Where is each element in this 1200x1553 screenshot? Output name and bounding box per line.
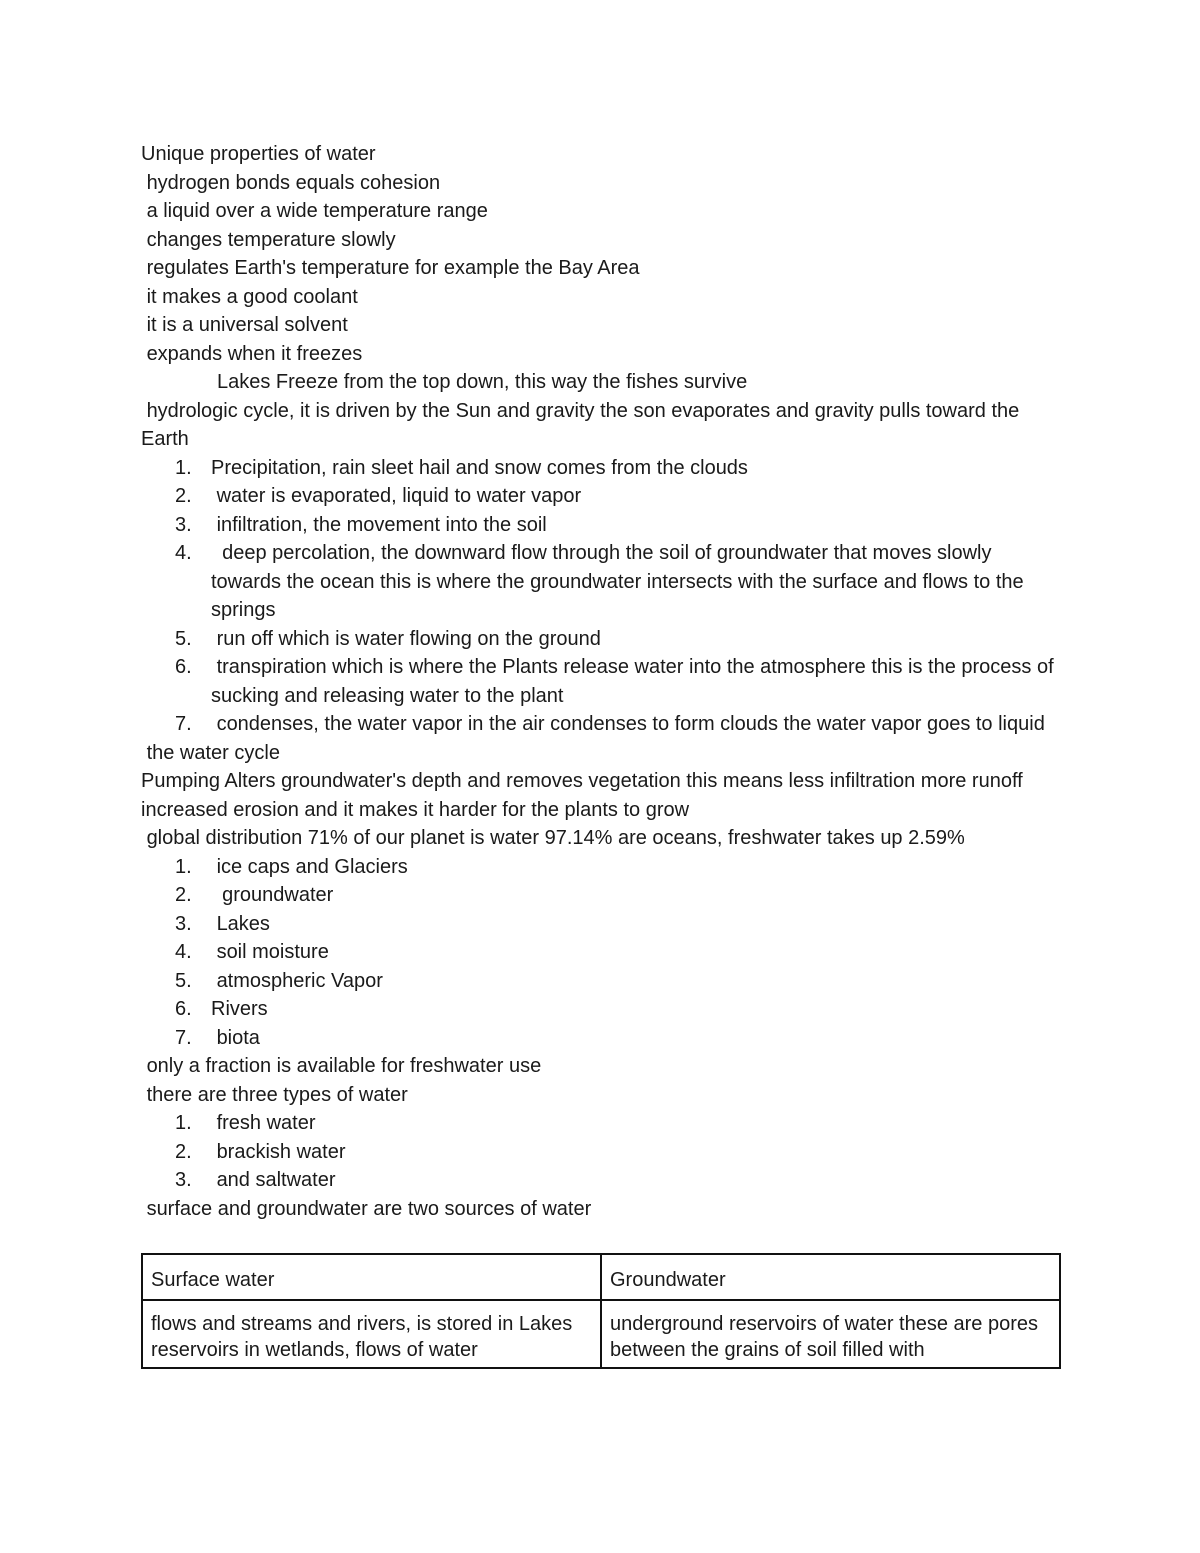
list-item-text: deep percolation, the downward flow through the soil of groundwater that moves slowly towards the ocean this is where the groundwater intersects with the surface and flows to the springs — [211, 542, 1030, 621]
list-item — [141, 910, 1061, 939]
list-number: 1. — [175, 1112, 192, 1134]
table-cell — [142, 1300, 601, 1368]
property-line: it is a universal solvent — [141, 314, 348, 336]
cycle-steps-list — [141, 454, 1061, 739]
list-item-text: ice caps and Glaciers — [211, 855, 408, 878]
list-item-text: Rivers — [211, 998, 268, 1020]
property-line: expands when it freezes — [141, 342, 363, 365]
fraction-line: only a fraction is available for freshwater use — [141, 1055, 542, 1077]
list-item — [141, 454, 1061, 483]
list-number: 1. — [175, 456, 192, 479]
list-number: 3. — [175, 912, 192, 935]
list-item — [141, 653, 1061, 710]
list-number: 7. — [175, 1026, 192, 1049]
list-item — [141, 1138, 1061, 1167]
table-row — [142, 1300, 1060, 1368]
list-item — [141, 710, 1061, 739]
list-item-text: and saltwater — [211, 1169, 336, 1191]
property-line: it makes a good coolant — [141, 285, 358, 308]
list-item-text: infiltration, the movement into the soil — [211, 513, 547, 536]
list-item-text: transpiration which is where the Plants release water into the atmosphere this is the process of sucking and releasing water to the plant — [211, 656, 1060, 707]
list-item-text: soil moisture — [211, 941, 329, 963]
list-number: 4. — [175, 941, 192, 963]
pumping-paragraph: Pumping Alters groundwater's depth and removes vegetation this means less infiltration more runoff increased erosion and it makes it harder for the plants to grow — [141, 770, 1029, 821]
list-item — [141, 881, 1061, 910]
list-item-text: groundwater — [211, 884, 334, 906]
list-item-text: water is evaporated, liquid to water vapor — [211, 485, 582, 507]
list-item-text: Lakes — [211, 912, 270, 935]
global-distribution-line: global distribution 71% of our planet is water 97.14% are oceans, freshwater takes up 2.59% — [141, 827, 965, 849]
list-number: 6. — [175, 656, 192, 678]
list-item-text: condenses, the water vapor in the air condenses to form clouds the water vapor goes to liquid — [211, 713, 1045, 735]
list-item — [141, 511, 1061, 540]
table-cell — [601, 1300, 1060, 1368]
list-number: 3. — [175, 1169, 192, 1191]
list-item — [141, 1109, 1061, 1138]
table-header-cell: Surface water — [142, 1254, 601, 1300]
list-item-text: biota — [211, 1026, 260, 1049]
list-item — [141, 853, 1061, 882]
list-item — [141, 482, 1061, 511]
list-number: 3. — [175, 513, 192, 536]
doc-title: Unique properties of water — [141, 143, 376, 165]
table-cell-text: flows and streams and rivers, is stored in Lakes reservoirs in wetlands, flows of water — [151, 1313, 573, 1361]
table-header-row — [142, 1254, 1060, 1300]
list-item — [141, 539, 1061, 625]
sources-line: surface and groundwater are two sources of water — [141, 1197, 592, 1220]
list-item — [141, 1166, 1061, 1195]
freshwater-list — [141, 853, 1061, 1053]
water-types-list — [141, 1109, 1061, 1195]
list-item-text: brackish water — [211, 1140, 346, 1163]
three-types-line: there are three types of water — [141, 1083, 408, 1106]
freeze-note: Lakes Freeze from the top down, this way the fishes survive — [217, 371, 748, 393]
property-line: a liquid over a wide temperature range — [141, 200, 488, 222]
hydrologic-intro: hydrologic cycle, it is driven by the Sun and gravity the son evaporates and gravity pulls toward the Earth — [141, 399, 1025, 450]
water-cycle-line: the water cycle — [141, 741, 280, 764]
table-cell-text: underground reservoirs of water these are pores between the grains of soil filled with — [610, 1313, 1039, 1361]
list-number: 5. — [175, 627, 192, 650]
table-header-cell: Groundwater — [601, 1254, 1060, 1300]
list-number: 7. — [175, 713, 192, 735]
property-line: hydrogen bonds equals cohesion — [141, 171, 441, 194]
list-number: 5. — [175, 969, 192, 992]
list-item — [141, 1024, 1061, 1053]
document-body — [141, 140, 1061, 1369]
list-item-text: Precipitation, rain sleet hail and snow comes from the clouds — [211, 456, 748, 479]
list-number: 1. — [175, 855, 192, 878]
list-item-text: atmospheric Vapor — [211, 969, 383, 992]
property-line: regulates Earth's temperature for example the Bay Area — [141, 257, 640, 279]
water-sources-table — [141, 1253, 1061, 1369]
list-item — [141, 995, 1061, 1024]
property-line: changes temperature slowly — [141, 228, 396, 251]
list-item — [141, 938, 1061, 967]
list-item — [141, 625, 1061, 654]
list-number: 2. — [175, 884, 192, 906]
list-number: 2. — [175, 485, 192, 507]
list-number: 6. — [175, 998, 192, 1020]
list-item-text: fresh water — [211, 1112, 316, 1134]
list-item — [141, 967, 1061, 996]
list-number: 4. — [175, 542, 192, 564]
list-number: 2. — [175, 1140, 192, 1163]
list-item-text: run off which is water flowing on the ground — [211, 627, 601, 650]
